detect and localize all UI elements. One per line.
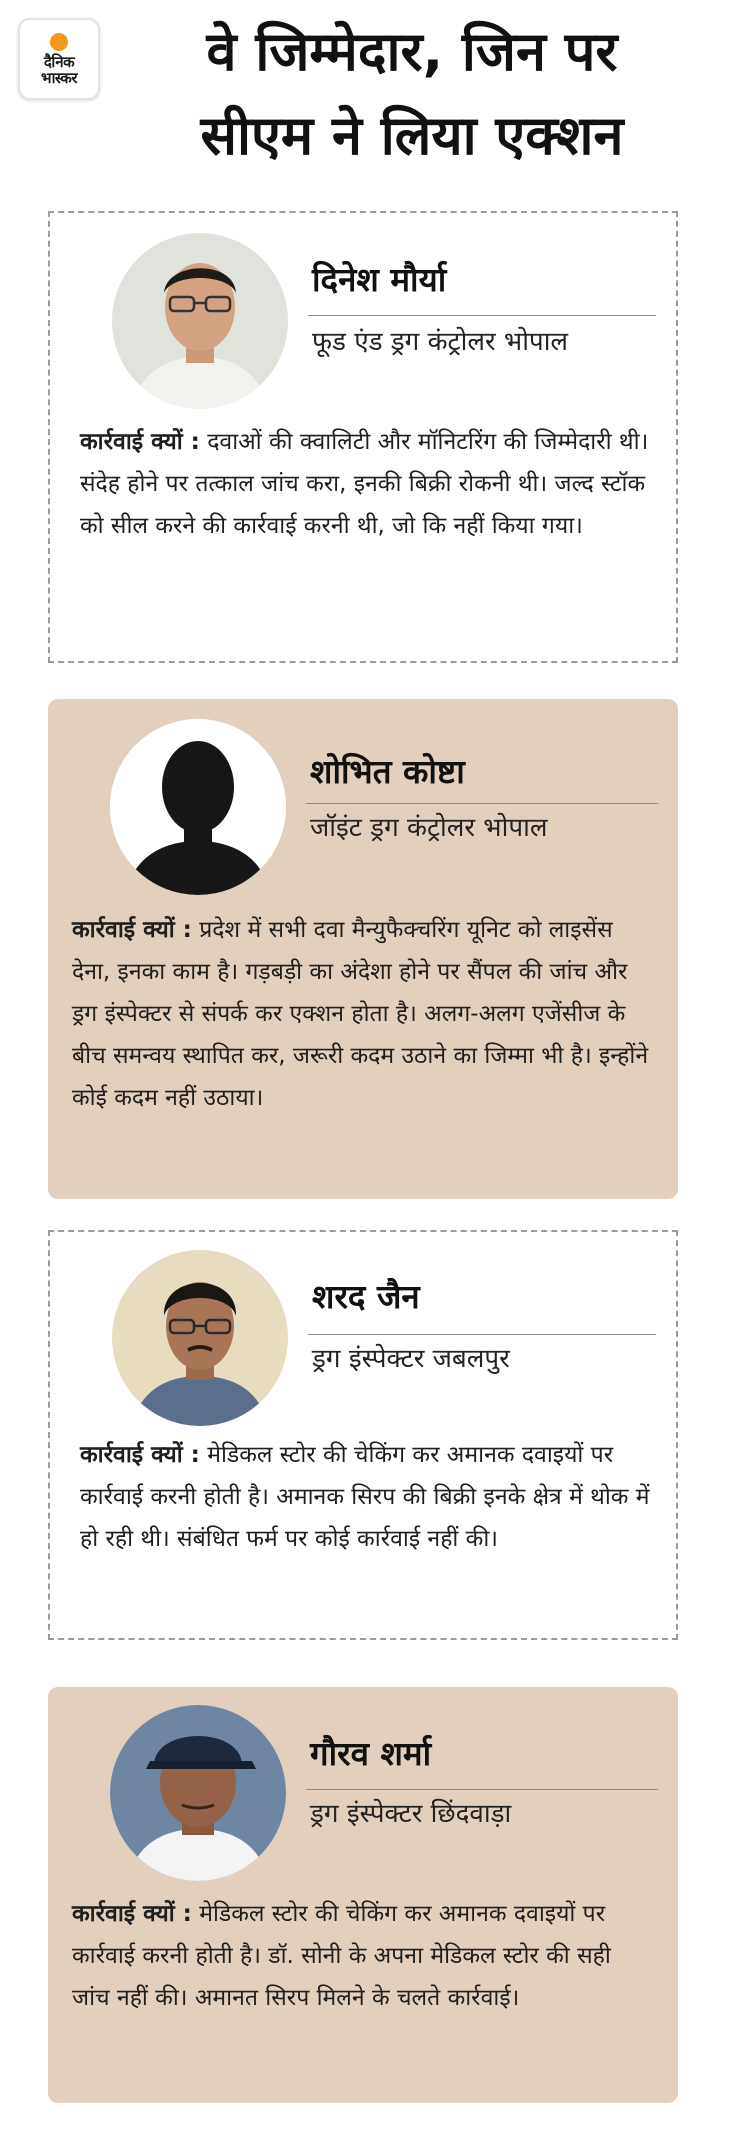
dainik-bhaskar-logo	[18, 18, 100, 100]
reason-label: कार्रवाई क्यों :	[80, 1442, 200, 1468]
reason-label: कार्रवाई क्यों :	[72, 917, 192, 943]
official-name: दिनेश मौर्या	[312, 260, 447, 299]
reason-text: प्रदेश में सभी दवा मैन्युफैक्चरिंग यूनिट को लाइसेंस देना, इनका काम है। गड़बड़ी का अंदेशा होने पर सैंपल की जांच और ड्रग इंस्पेक्टर से संपर्क कर एक्शन होता है। अलग-अलग एजेंसीज के बीच समन्वय स्थापित कर, जरूरी कदम उठाने का जिम्मा भी है। इन्होंने कोई कदम नहीं उठाया।	[72, 917, 649, 1111]
official-name: शोभित कोष्टा	[310, 752, 465, 791]
silhouette-avatar-icon	[110, 719, 286, 895]
sun-icon	[50, 33, 68, 51]
reason-label: कार्रवाई क्यों :	[72, 1901, 192, 1927]
official-name: शरद जैन	[312, 1277, 420, 1316]
reason-text: दवाओं की क्वालिटी और मॉनिटरिंग की जिम्मेदारी थी। संदेह होने पर तत्काल जांच करा, इनकी बिक्री रोकनी थी। जल्द स्टॉक को सील करने की कार्रवाई करनी थी, जो कि नहीं किया गया।	[80, 429, 649, 539]
official-card-gaurav	[48, 1687, 678, 2103]
reason-label: कार्रवाई क्यों :	[80, 429, 200, 455]
title-line1: वे जिम्मेदार, जिन पर	[206, 20, 618, 83]
official-post: जॉइंट ड्रग कंट्रोलर भोपाल	[310, 813, 548, 843]
reason-text: मेडिकल स्टोर की चेकिंग कर अमानक दवाइयों पर कार्रवाई करनी होती है। अमानक सिरप की बिक्री इनके क्षेत्र में थोक में हो रही थी। संबंधित फर्म पर कोई कार्रवाई नहीं की।	[80, 1442, 650, 1552]
avatar	[112, 233, 288, 409]
official-post: फूड एंड ड्रग कंट्रोलर भोपाल	[312, 327, 569, 357]
avatar	[112, 1250, 288, 1426]
official-post: ड्रग इंस्पेक्टर जबलपुर	[312, 1344, 510, 1374]
official-card-shobhit	[48, 699, 678, 1199]
reason-text: मेडिकल स्टोर की चेकिंग कर अमानक दवाइयों पर कार्रवाई करनी होती है। डॉ. सोनी के अपना मेडिकल स्टोर की सही जांच नहीं की। अमानत सिरप मिलने के चलते कार्रवाई।	[72, 1901, 611, 2011]
name-divider	[308, 1334, 656, 1335]
name-divider	[308, 315, 656, 316]
official-post: ड्रग इंस्पेक्टर छिंदवाड़ा	[310, 1799, 512, 1829]
avatar	[110, 1705, 286, 1881]
logo-text-line2: भास्कर	[41, 68, 77, 87]
official-card-sharad	[48, 1230, 678, 1640]
action-reason	[80, 421, 650, 547]
name-divider	[306, 1789, 658, 1790]
page-title	[112, 10, 712, 178]
action-reason	[72, 909, 652, 1119]
action-reason	[80, 1434, 650, 1560]
name-divider	[306, 803, 658, 804]
logo-text-line1: दैनिक	[43, 52, 75, 71]
title-line2: सीएम ने लिया एक्शन	[200, 104, 624, 167]
official-name: गौरव शर्मा	[310, 1734, 432, 1773]
action-reason	[72, 1893, 652, 2019]
official-card-dinesh	[48, 211, 678, 663]
